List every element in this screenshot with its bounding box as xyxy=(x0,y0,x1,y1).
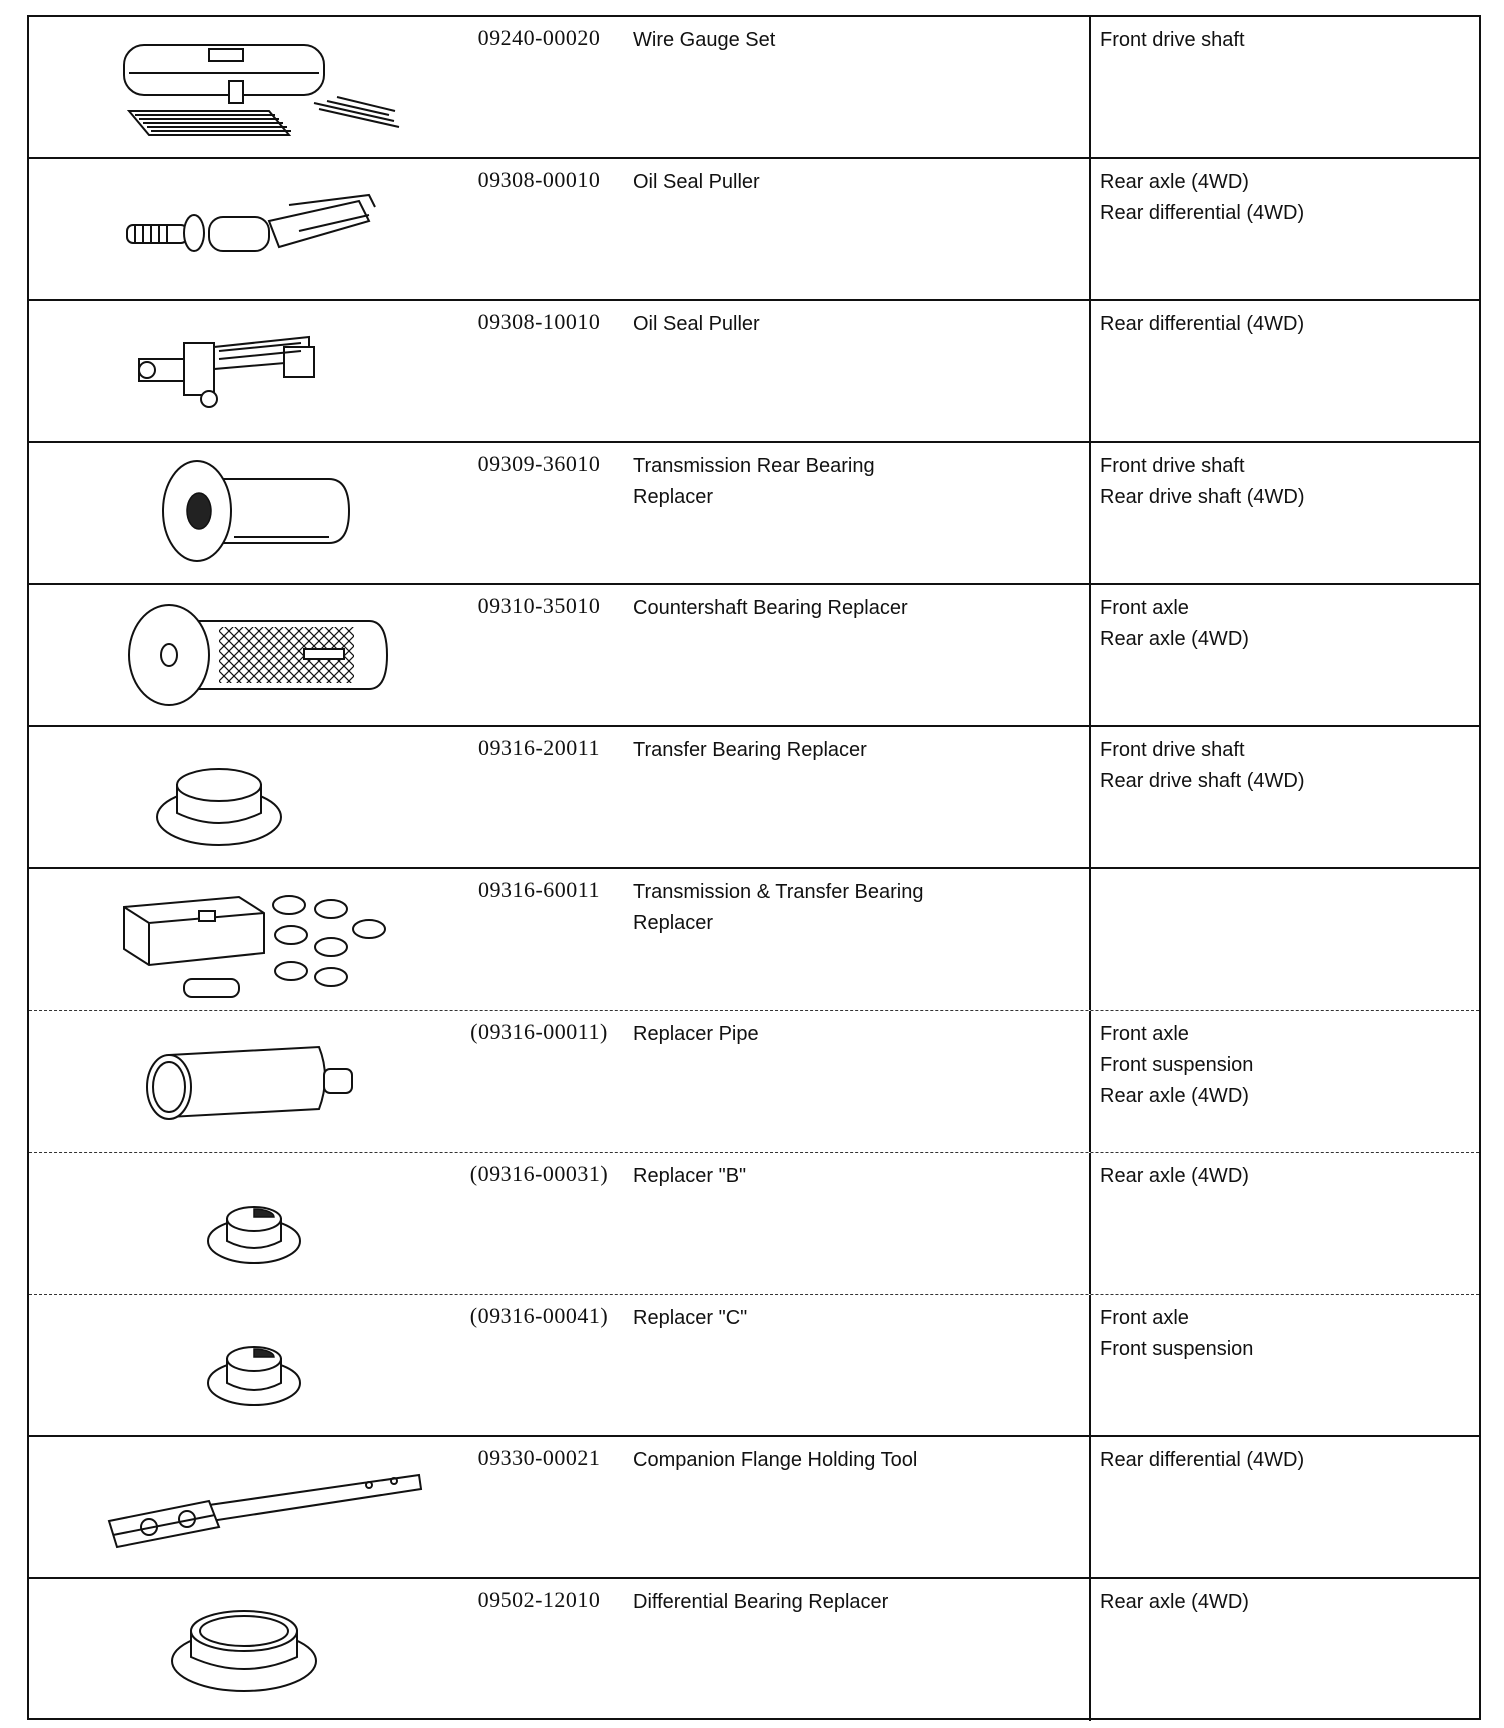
column-divider xyxy=(1089,1295,1091,1435)
usage-item: Front drive shaft xyxy=(1100,455,1245,477)
usage-item: Rear axle (4WD) xyxy=(1100,1591,1249,1613)
usage-cell xyxy=(1100,1445,1470,1476)
column-divider xyxy=(1089,443,1091,583)
usage-item: Rear differential (4WD) xyxy=(1100,313,1305,335)
usage-item: Front axle xyxy=(1100,597,1189,619)
usage-item: Rear axle (4WD) xyxy=(1100,1085,1249,1107)
usage-cell xyxy=(1100,451,1470,513)
part-number: 09310-35010 xyxy=(477,593,601,618)
usage-item: Front drive shaft xyxy=(1100,29,1245,51)
tool-name: Countershaft Bearing Replacer xyxy=(633,597,908,619)
usage-cell xyxy=(1100,1303,1470,1365)
column-divider xyxy=(1089,727,1091,867)
part-number: 09316-20011 xyxy=(477,735,600,760)
usage-item: Front suspension xyxy=(1100,1054,1254,1076)
flange-holding-tool-icon xyxy=(69,1443,429,1573)
special-tools-table xyxy=(27,15,1481,1720)
table-row xyxy=(29,443,1479,585)
table-row xyxy=(29,1295,1479,1437)
column-divider xyxy=(1089,1437,1091,1577)
replacer-c-icon xyxy=(69,1301,429,1431)
table-row xyxy=(29,727,1479,869)
tool-name: Oil Seal Puller xyxy=(633,171,760,193)
usage-cell xyxy=(1100,25,1470,56)
part-number: 09240-00020 xyxy=(477,25,601,50)
column-divider xyxy=(1089,1153,1091,1294)
column-divider xyxy=(1089,159,1091,299)
part-number: 09330-00021 xyxy=(477,1445,601,1470)
tool-name: Replacer "C" xyxy=(633,1307,748,1329)
usage-cell xyxy=(1100,735,1470,797)
tool-name: Wire Gauge Set xyxy=(633,29,776,51)
slide-hammer-puller-icon xyxy=(69,165,429,295)
flanged-ring-icon xyxy=(69,733,429,863)
part-number: 09316-60011 xyxy=(477,877,600,902)
usage-item: Rear drive shaft (4WD) xyxy=(1100,770,1305,792)
part-number: 09502-12010 xyxy=(477,1587,601,1612)
tool-name: Transmission Rear Bearing Replacer xyxy=(633,455,875,508)
table-row xyxy=(29,1579,1479,1721)
usage-item: Front drive shaft xyxy=(1100,739,1245,761)
part-number: 09309-36010 xyxy=(477,451,601,476)
seal-puller-icon xyxy=(69,307,429,437)
part-number: (09316-00011) xyxy=(470,1019,608,1044)
usage-cell xyxy=(1100,167,1470,229)
column-divider xyxy=(1089,869,1091,1010)
tool-name: Companion Flange Holding Tool xyxy=(633,1449,918,1471)
column-divider xyxy=(1089,17,1091,157)
table-row xyxy=(29,301,1479,443)
tool-name: Oil Seal Puller xyxy=(633,313,760,335)
usage-item: Front axle xyxy=(1100,1307,1189,1329)
column-divider xyxy=(1089,301,1091,441)
table-row xyxy=(29,585,1479,727)
usage-cell xyxy=(1100,1587,1470,1618)
usage-cell xyxy=(1100,593,1470,655)
bearing-replacer-icon xyxy=(69,449,429,579)
table-row xyxy=(29,869,1479,1011)
tool-name: Differential Bearing Replacer xyxy=(633,1591,889,1613)
part-number: (09316-00031) xyxy=(469,1161,609,1186)
tool-name: Replacer Pipe xyxy=(633,1023,759,1045)
usage-cell xyxy=(1100,309,1470,340)
table-row xyxy=(29,1153,1479,1295)
replacer-set-icon xyxy=(69,875,429,1005)
tool-name: Transfer Bearing Replacer xyxy=(633,739,867,761)
column-divider xyxy=(1089,1011,1091,1152)
usage-item: Rear drive shaft (4WD) xyxy=(1100,486,1305,508)
table-row xyxy=(29,1011,1479,1153)
usage-item: Rear axle (4WD) xyxy=(1100,1165,1249,1187)
part-number: 09308-10010 xyxy=(477,309,601,334)
usage-cell xyxy=(1100,1019,1470,1112)
part-number: (09316-00041) xyxy=(469,1303,609,1328)
table-row xyxy=(29,17,1479,159)
usage-item: Front axle xyxy=(1100,1023,1189,1045)
usage-item: Rear axle (4WD) xyxy=(1100,628,1249,650)
differential-ring-icon xyxy=(69,1585,429,1715)
knurled-replacer-icon xyxy=(69,591,429,721)
usage-item: Rear axle (4WD) xyxy=(1100,171,1249,193)
usage-cell xyxy=(1100,1161,1470,1192)
replacer-b-icon xyxy=(69,1159,429,1289)
replacer-pipe-icon xyxy=(69,1017,429,1147)
table-row xyxy=(29,1437,1479,1579)
usage-item: Front suspension xyxy=(1100,1338,1254,1360)
column-divider xyxy=(1089,1579,1091,1721)
tool-name: Transmission & Transfer Bearing Replacer xyxy=(633,881,924,934)
usage-item: Rear differential (4WD) xyxy=(1100,202,1305,224)
column-divider xyxy=(1089,585,1091,725)
part-number: 09308-00010 xyxy=(477,167,601,192)
table-row xyxy=(29,159,1479,301)
usage-item: Rear differential (4WD) xyxy=(1100,1449,1305,1471)
wire-gauge-set-icon xyxy=(69,23,429,153)
tool-name: Replacer "B" xyxy=(633,1165,747,1187)
